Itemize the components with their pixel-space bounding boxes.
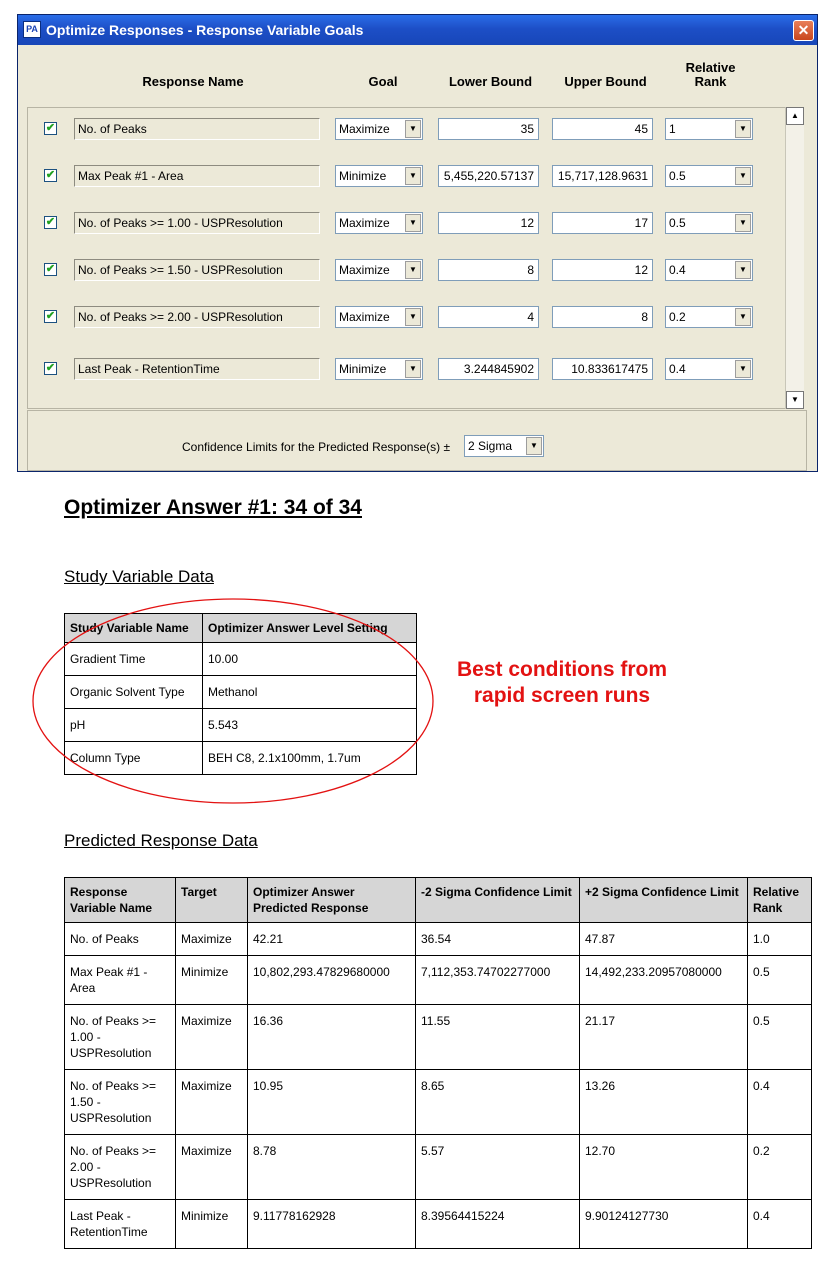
column-header: Target (176, 878, 248, 923)
scroll-down-icon[interactable]: ▼ (786, 391, 804, 409)
include-checkbox[interactable]: ✔ (45, 122, 56, 134)
table-cell: 36.54 (416, 923, 580, 956)
chevron-down-icon[interactable]: ▼ (735, 308, 751, 326)
table-cell: No. of Peaks >= 1.50 - USPResolution (65, 1070, 176, 1135)
table-cell: 0.4 (748, 1070, 812, 1135)
table-cell: Maximize (176, 923, 248, 956)
goal-value: Minimize (339, 169, 387, 183)
chevron-down-icon[interactable]: ▼ (405, 214, 421, 232)
table-cell: pH (65, 709, 203, 742)
rank-select[interactable] (665, 118, 753, 140)
response-name-field: Last Peak - RetentionTime (74, 358, 320, 380)
table-cell: Organic Solvent Type (65, 676, 203, 709)
table-cell: 47.87 (580, 923, 748, 956)
chevron-down-icon[interactable]: ▼ (405, 167, 421, 185)
table-row (65, 742, 417, 775)
chevron-down-icon[interactable]: ▼ (405, 120, 421, 138)
chevron-down-icon[interactable]: ▼ (526, 437, 542, 455)
header-goal: Goal (368, 74, 398, 89)
rank-value: 0.4 (669, 263, 686, 277)
table-cell: 9.90124127730 (580, 1200, 748, 1249)
table-cell: BEH C8, 2.1x100mm, 1.7um (203, 742, 417, 775)
goal-value: Maximize (339, 310, 390, 324)
vertical-scrollbar[interactable] (785, 107, 804, 409)
column-header: -2 Sigma Confidence Limit (416, 878, 580, 923)
upper-bound-input[interactable]: 12 (552, 259, 653, 281)
optimize-responses-dialog (17, 14, 818, 472)
rank-value: 0.4 (669, 362, 686, 376)
response-name-field: Max Peak #1 - Area (74, 165, 320, 187)
response-row (28, 165, 788, 189)
column-header: +2 Sigma Confidence Limit (580, 878, 748, 923)
table-cell: Column Type (65, 742, 203, 775)
goal-select[interactable] (335, 259, 423, 281)
include-checkbox[interactable]: ✔ (45, 263, 56, 275)
include-checkbox[interactable]: ✔ (45, 216, 56, 228)
response-name-field: No. of Peaks >= 2.00 - USPResolution (74, 306, 320, 328)
confidence-select[interactable] (464, 435, 544, 457)
table-cell: 8.39564415224 (416, 1200, 580, 1249)
table-cell: Maximize (176, 1070, 248, 1135)
confidence-panel (27, 410, 807, 471)
response-row (28, 212, 788, 236)
table-cell: Maximize (176, 1005, 248, 1070)
chevron-down-icon[interactable]: ▼ (405, 308, 421, 326)
table-cell: Minimize (176, 1200, 248, 1249)
table-row (65, 1070, 812, 1135)
rank-value: 0.5 (669, 169, 686, 183)
table-cell: 14,492,233.20957080000 (580, 956, 748, 1005)
table-row (65, 676, 417, 709)
lower-bound-input[interactable]: 12 (438, 212, 539, 234)
table-cell: Gradient Time (65, 643, 203, 676)
upper-bound-input[interactable]: 8 (552, 306, 653, 328)
table-cell: Methanol (203, 676, 417, 709)
table-row (65, 956, 812, 1005)
goal-select[interactable] (335, 212, 423, 234)
include-checkbox[interactable]: ✔ (45, 310, 56, 322)
table-cell: 10.95 (248, 1070, 416, 1135)
lower-bound-input[interactable]: 5,455,220.57137 (438, 165, 539, 187)
chevron-down-icon[interactable]: ▼ (735, 167, 751, 185)
rank-select[interactable] (665, 306, 753, 328)
table-cell: Last Peak - RetentionTime (65, 1200, 176, 1249)
goal-select[interactable] (335, 118, 423, 140)
upper-bound-input[interactable]: 10.833617475 (552, 358, 653, 380)
include-checkbox[interactable]: ✔ (45, 169, 56, 181)
upper-bound-input[interactable]: 45 (552, 118, 653, 140)
rank-value: 1 (669, 122, 676, 136)
column-header: Response Variable Name (65, 878, 176, 923)
chevron-down-icon[interactable]: ▼ (405, 360, 421, 378)
response-goal-rows (27, 107, 804, 409)
goal-select[interactable] (335, 358, 423, 380)
lower-bound-input[interactable]: 35 (438, 118, 539, 140)
study-variable-table (64, 613, 417, 775)
rank-value: 0.5 (669, 216, 686, 230)
table-cell: 7,112,353.74702277000 (416, 956, 580, 1005)
chevron-down-icon[interactable]: ▼ (735, 120, 751, 138)
window-title: Optimize Responses - Response Variable Goals (46, 22, 364, 38)
table-cell: No. of Peaks >= 1.00 - USPResolution (65, 1005, 176, 1070)
goal-select[interactable] (335, 165, 423, 187)
confidence-label: Confidence Limits for the Predicted Response(s) ± (182, 440, 451, 454)
table-row (65, 709, 417, 742)
upper-bound-input[interactable]: 17 (552, 212, 653, 234)
table-row (65, 1200, 812, 1249)
table-cell: 9.11778162928 (248, 1200, 416, 1249)
header-upper-bound: Upper Bound (564, 74, 647, 89)
upper-bound-input[interactable]: 15,717,128.9631 (552, 165, 653, 187)
table-cell: 8.65 (416, 1070, 580, 1135)
table-cell: 42.21 (248, 923, 416, 956)
table-row (65, 1135, 812, 1200)
predicted-section-title: Predicted Response Data (64, 831, 258, 850)
table-cell: 8.78 (248, 1135, 416, 1200)
chevron-down-icon[interactable]: ▼ (405, 261, 421, 279)
study-section-title: Study Variable Data (64, 567, 214, 586)
goal-select[interactable] (335, 306, 423, 328)
table-cell: 5.543 (203, 709, 417, 742)
response-name-field: No. of Peaks >= 1.00 - USPResolution (74, 212, 320, 234)
predicted-response-table (64, 877, 812, 1249)
goal-value: Maximize (339, 263, 390, 277)
confidence-value: 2 Sigma (468, 439, 513, 453)
table-cell: 10.00 (203, 643, 417, 676)
chevron-down-icon[interactable]: ▼ (735, 360, 751, 378)
response-row (28, 306, 788, 330)
report-title: Optimizer Answer #1: 34 of 34 (64, 496, 362, 519)
response-row (28, 358, 788, 382)
table-header-row (65, 614, 417, 643)
header-relative-rank: Relative Rank (685, 60, 736, 89)
table-cell: 10,802,293.47829680000 (248, 956, 416, 1005)
header-response-name: Response Name (142, 74, 244, 89)
table-cell: Maximize (176, 1135, 248, 1200)
column-header: Relative Rank (748, 878, 812, 923)
response-name-field: No. of Peaks >= 1.50 - USPResolution (74, 259, 320, 281)
lower-bound-input[interactable]: 3.244845902 (438, 358, 539, 380)
chevron-down-icon[interactable]: ▼ (735, 261, 751, 279)
table-row (65, 923, 812, 956)
rank-select[interactable] (665, 358, 753, 380)
lower-bound-input[interactable]: 8 (438, 259, 539, 281)
table-row (65, 1005, 812, 1070)
response-row (28, 118, 788, 142)
annotation-text: Best conditions from rapid screen runs (457, 658, 668, 707)
table-cell: 21.17 (580, 1005, 748, 1070)
column-header: Optimizer Answer Predicted Response (248, 878, 416, 923)
scroll-up-icon[interactable]: ▲ (786, 107, 804, 125)
column-header: Study Variable Name (65, 614, 203, 643)
close-icon[interactable]: ✕ (793, 20, 814, 41)
table-cell: 5.57 (416, 1135, 580, 1200)
table-cell: 13.26 (580, 1070, 748, 1135)
goal-value: Maximize (339, 122, 390, 136)
table-cell: Max Peak #1 - Area (65, 956, 176, 1005)
lower-bound-input[interactable]: 4 (438, 306, 539, 328)
table-cell: Minimize (176, 956, 248, 1005)
table-cell: 11.55 (416, 1005, 580, 1070)
header-lower-bound: Lower Bound (448, 74, 533, 89)
table-cell: 0.5 (748, 1005, 812, 1070)
table-cell: 0.4 (748, 1200, 812, 1249)
table-cell: 16.36 (248, 1005, 416, 1070)
include-checkbox[interactable]: ✔ (45, 362, 56, 374)
title-bar[interactable] (18, 15, 817, 45)
table-row (65, 643, 417, 676)
table-cell: 0.5 (748, 956, 812, 1005)
column-header: Optimizer Answer Level Setting (203, 614, 417, 643)
response-row (28, 259, 788, 283)
app-icon: PA (23, 21, 41, 38)
table-cell: No. of Peaks >= 2.00 - USPResolution (65, 1135, 176, 1200)
rank-select[interactable] (665, 259, 753, 281)
table-cell: 12.70 (580, 1135, 748, 1200)
rank-select[interactable] (665, 212, 753, 234)
rank-value: 0.2 (669, 310, 686, 324)
goal-value: Maximize (339, 216, 390, 230)
chevron-down-icon[interactable]: ▼ (735, 214, 751, 232)
table-cell: 1.0 (748, 923, 812, 956)
table-cell: 0.2 (748, 1135, 812, 1200)
goal-value: Minimize (339, 362, 387, 376)
table-cell: No. of Peaks (65, 923, 176, 956)
table-header-row (65, 878, 812, 923)
rank-select[interactable] (665, 165, 753, 187)
response-name-field: No. of Peaks (74, 118, 320, 140)
